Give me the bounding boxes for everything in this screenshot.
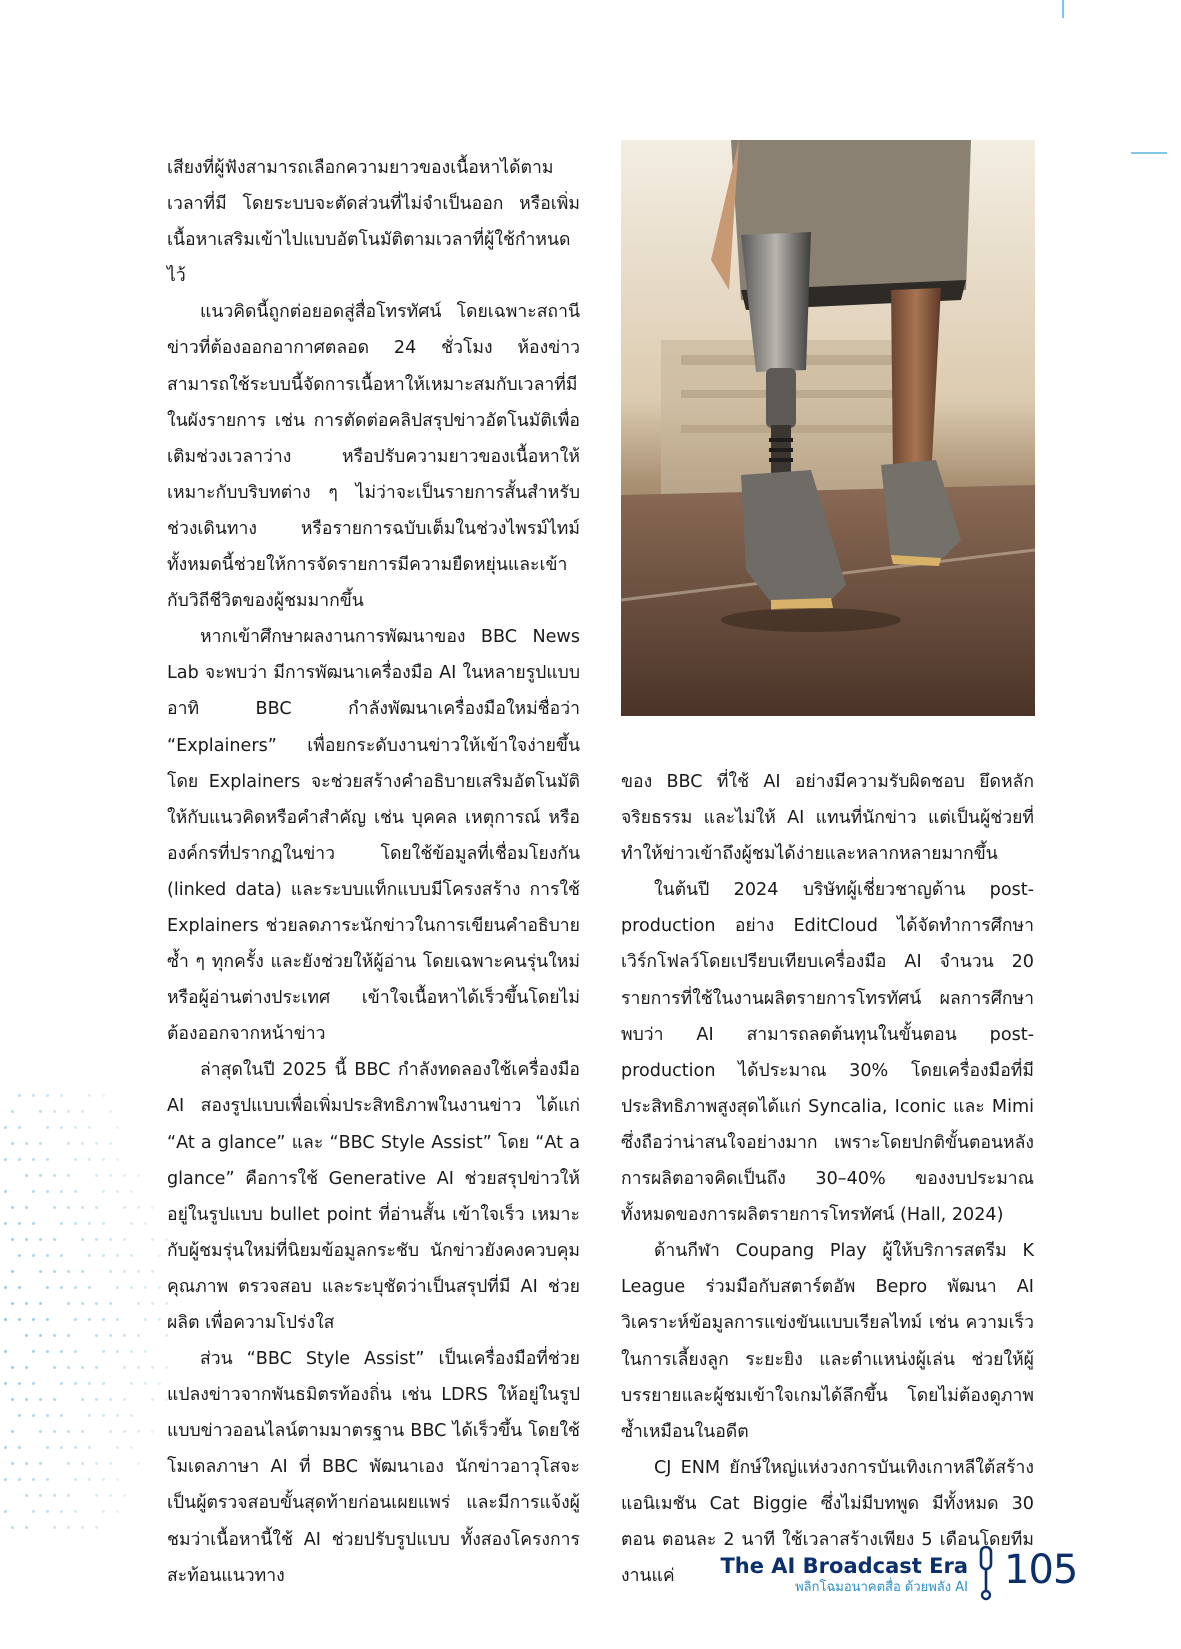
decor-dot	[95, 1142, 98, 1145]
decor-dot	[116, 1254, 119, 1257]
decor-dot	[130, 1254, 133, 1257]
decor-dot	[102, 1478, 105, 1481]
decor-dot	[11, 1270, 14, 1273]
decor-dot	[88, 1158, 91, 1161]
decor-dot	[39, 1430, 42, 1433]
decor-dot	[137, 1206, 140, 1209]
decor-dot	[88, 1286, 91, 1289]
decor-dot	[46, 1190, 49, 1193]
decor-dot	[137, 1270, 140, 1273]
decor-dot	[25, 1206, 28, 1209]
decor-dot	[25, 1334, 28, 1337]
decor-dot	[4, 1222, 7, 1225]
decor-dot	[60, 1510, 63, 1513]
decor-dot	[53, 1366, 56, 1369]
decor-dot	[53, 1174, 56, 1177]
decor-dot	[123, 1430, 126, 1433]
page-number: 105	[1004, 1547, 1078, 1593]
footer-book-title: The AI Broadcast Era	[720, 1554, 968, 1578]
decor-dot	[11, 1462, 14, 1465]
decor-dot	[25, 1238, 28, 1241]
decor-dot	[4, 1190, 7, 1193]
decor-dot	[116, 1350, 119, 1353]
decor-dot	[137, 1430, 140, 1433]
decor-dot	[81, 1238, 84, 1241]
decor-dot	[46, 1414, 49, 1417]
decor-dot	[18, 1254, 21, 1257]
decor-dot	[32, 1158, 35, 1161]
decor-dot	[88, 1126, 91, 1129]
decor-dot	[123, 1398, 126, 1401]
decor-dot	[102, 1254, 105, 1257]
decor-dot	[137, 1462, 140, 1465]
decor-dot	[74, 1446, 77, 1449]
decor-dot	[130, 1446, 133, 1449]
decor-dot	[32, 1414, 35, 1417]
decor-dot	[39, 1238, 42, 1241]
decor-dot	[18, 1126, 21, 1129]
decor-dot	[88, 1222, 91, 1225]
decor-dot	[4, 1510, 7, 1513]
decor-dot	[11, 1430, 14, 1433]
decor-dot	[18, 1446, 21, 1449]
decor-dot	[130, 1190, 133, 1193]
decor-dot	[116, 1158, 119, 1161]
decor-dot	[123, 1270, 126, 1273]
decor-dot	[116, 1190, 119, 1193]
decor-dot	[67, 1302, 70, 1305]
decor-dot	[25, 1526, 28, 1529]
decor-dot	[151, 1430, 154, 1433]
decor-dot	[158, 1382, 161, 1385]
left-text-column	[167, 150, 580, 1594]
decor-dot	[18, 1414, 21, 1417]
decor-dot	[32, 1350, 35, 1353]
decor-dot	[95, 1302, 98, 1305]
decor-dot	[151, 1206, 154, 1209]
decor-dot	[11, 1142, 14, 1145]
decor-dot	[137, 1334, 140, 1337]
decor-line-right	[1131, 152, 1167, 154]
decor-dot	[74, 1158, 77, 1161]
decor-dot	[67, 1174, 70, 1177]
decor-dot	[67, 1494, 70, 1497]
decor-dot	[81, 1270, 84, 1273]
decor-dot	[18, 1318, 21, 1321]
decor-dot	[88, 1446, 91, 1449]
decor-dot	[88, 1318, 91, 1321]
decor-dot	[144, 1350, 147, 1353]
decor-dot	[95, 1206, 98, 1209]
decor-dot	[130, 1382, 133, 1385]
paragraph: หากเข้าศึกษาผลงานการพัฒนาของ BBC News Lab จะพบว่า มีการพัฒนาเครื่องมือ AI ในหลายรูปแบบ อาทิ BBC กำลังพัฒนาเครื่องมือใหม่ชื่อว่า “Explainers” เพื่อยกระดับงานข่าวให้เข้าใจง่ายขึ้น โดย Explainers จะช่วยสร้างคำอธิบายเสริมอัตโนมัติให้กับแนวคิดหรือคำสำคัญ เช่น บุคคล เหตุการณ์ หรือองค์กรที่ปรากฏในข่าว โดยใช้ข้อมูลที่เชื่อมโยงกัน (linked data) และระบบแท็กแบบมีโครงสร้าง การใช้ Explainers ช่วยลดภาระนักข่าวในการเขียนคำอธิบายซ้ำ ๆ ทุกครั้ง และยังช่วยให้ผู้อ่าน โดยเฉพาะคนรุ่นใหม่หรือผู้อ่านต่างประเทศ เข้าใจเนื้อหาได้เร็วขึ้นโดยไม่ต้องออกจากหน้าข่าว	[167, 627, 580, 1045]
decor-dot	[60, 1094, 63, 1097]
paragraph: ส่วน “BBC Style Assist” เป็นเครื่องมือที่ช่วยแปลงข่าวจากพันธมิตรท้องถิ่น เช่น LDRS ให้อยู่ในรูปแบบข่าวออนไลน์ตามมาตรฐาน BBC ได้เร็วขึ้น โดยใช้โมเดลภาษา AI ที่ BBC พัฒนาเอง นักข่าวอาวุโสจะเป็นผู้ตรวจสอบขั้นสุดท้ายก่อนเผยแพร่ และมีการแจ้งผู้ชมว่าเนื้อหานี้ใช้ AI ช่วยปรับรูปแบบ ทั้งสองโครงการสะท้อนแนวทาง	[167, 1349, 580, 1586]
decor-dot	[4, 1350, 7, 1353]
decor-dot	[53, 1270, 56, 1273]
decor-dot	[102, 1414, 105, 1417]
decor-dot	[109, 1462, 112, 1465]
decor-dot	[32, 1190, 35, 1193]
decor-dot	[46, 1094, 49, 1097]
decor-dot	[137, 1174, 140, 1177]
decor-dot	[151, 1366, 154, 1369]
decor-dot	[60, 1126, 63, 1129]
paragraph: แนวคิดนี้ถูกต่อยอดสู่สื่อโทรทัศน์ โดยเฉพาะสถานีข่าวที่ต้องออกอากาศตลอด 24 ชั่วโมง ห้องข่าวสามารถใช้ระบบนี้จัดการเนื้อหาให้เหมาะสมกับเวลาที่มีในผังรายการ เช่น การตัดต่อคลิปสรุปข่าวอัตโนมัติเพื่อเติมช่วงเวลาว่าง หรือปรับความยาวของเนื้อหาให้เหมาะกับบริบทต่าง ๆ ไม่ว่าจะเป็นรายการสั้นสำหรับช่วงเดินทาง หรือรายการฉบับเต็มในช่วงไพรม์ไทม์ ทั้งหมดนี้ช่วยให้การจัดรายการมีความยืดหยุ่นและเข้ากับวิถีชีวิตของผู้ชมมากขึ้น	[167, 302, 580, 612]
decor-dot	[137, 1302, 140, 1305]
decor-dot	[46, 1318, 49, 1321]
decor-dot	[81, 1302, 84, 1305]
decor-dot	[130, 1414, 133, 1417]
decor-dot	[39, 1110, 42, 1113]
decor-dot	[81, 1462, 84, 1465]
decor-dot	[4, 1286, 7, 1289]
decor-dot	[74, 1350, 77, 1353]
decor-dot	[74, 1478, 77, 1481]
decor-dot	[109, 1238, 112, 1241]
decor-dot	[4, 1318, 7, 1321]
decor-dot	[60, 1382, 63, 1385]
decor-dot	[46, 1126, 49, 1129]
decor-dot	[116, 1126, 119, 1129]
decor-dot	[130, 1350, 133, 1353]
decor-dot	[60, 1190, 63, 1193]
decor-dot	[39, 1174, 42, 1177]
decor-dot	[53, 1110, 56, 1113]
decor-dot	[39, 1142, 42, 1145]
decor-dot	[74, 1190, 77, 1193]
decor-dot	[130, 1286, 133, 1289]
decor-dot	[4, 1478, 7, 1481]
decor-dot	[4, 1446, 7, 1449]
decor-dot	[116, 1478, 119, 1481]
decor-dot	[81, 1366, 84, 1369]
decor-dot	[144, 1222, 147, 1225]
decor-dot	[46, 1510, 49, 1513]
decor-dot	[81, 1110, 84, 1113]
decor-dot	[116, 1286, 119, 1289]
decor-dot	[18, 1158, 21, 1161]
decor-dot	[95, 1526, 98, 1529]
decor-dot	[123, 1174, 126, 1177]
decor-dot	[151, 1398, 154, 1401]
decor-dot	[88, 1414, 91, 1417]
decor-dot	[67, 1142, 70, 1145]
decor-dot	[25, 1398, 28, 1401]
decor-dot	[46, 1350, 49, 1353]
decor-dot	[32, 1222, 35, 1225]
right-text-column	[621, 764, 1034, 1594]
decor-dot	[109, 1270, 112, 1273]
decor-dot	[32, 1318, 35, 1321]
decor-dot	[60, 1286, 63, 1289]
decor-dot	[25, 1366, 28, 1369]
decor-dot	[102, 1094, 105, 1097]
decor-dot	[81, 1142, 84, 1145]
decor-dot	[109, 1494, 112, 1497]
decor-dot	[11, 1366, 14, 1369]
decor-line-top	[1062, 0, 1064, 18]
decor-dot	[32, 1382, 35, 1385]
decor-dot	[11, 1526, 14, 1529]
decor-dot	[81, 1398, 84, 1401]
decor-dot	[81, 1430, 84, 1433]
decor-dot	[39, 1334, 42, 1337]
decor-dot	[60, 1222, 63, 1225]
decor-dot	[144, 1382, 147, 1385]
decor-dot	[53, 1526, 56, 1529]
decor-dot	[4, 1126, 7, 1129]
decor-dot	[46, 1286, 49, 1289]
decor-dot	[74, 1318, 77, 1321]
decor-dot	[95, 1238, 98, 1241]
decor-dot	[151, 1238, 154, 1241]
decor-dot	[53, 1334, 56, 1337]
decor-dot	[95, 1334, 98, 1337]
decor-dot	[11, 1238, 14, 1241]
decor-dot	[53, 1430, 56, 1433]
decor-dot	[39, 1494, 42, 1497]
decor-dot	[116, 1446, 119, 1449]
decor-dot	[46, 1254, 49, 1257]
decor-dot	[67, 1334, 70, 1337]
decor-dot	[109, 1398, 112, 1401]
paragraph: CJ ENM ยักษ์ใหญ่แห่งวงการบันเทิงเกาหลีใต้สร้างแอนิเมชัน Cat Biggie ซึ่งไม่มีบทพูด มีทั้งหมด 30 ตอน ตอนละ 2 นาที ใช้เวลาสร้างเพียง 5 เดือนโดยทีมงานแค่	[621, 1457, 1034, 1587]
decor-dot	[18, 1094, 21, 1097]
decor-dot	[32, 1510, 35, 1513]
decor-dot	[109, 1334, 112, 1337]
decor-dot	[60, 1414, 63, 1417]
decor-dot	[123, 1494, 126, 1497]
decor-dot	[102, 1318, 105, 1321]
decor-dot	[151, 1270, 154, 1273]
decor-dot	[74, 1510, 77, 1513]
decor-dot	[102, 1510, 105, 1513]
decor-dot	[53, 1206, 56, 1209]
decor-dot	[158, 1286, 161, 1289]
decor-dot	[25, 1462, 28, 1465]
decor-dot	[144, 1286, 147, 1289]
decor-dot	[95, 1174, 98, 1177]
decor-dot	[46, 1446, 49, 1449]
decor-dot	[67, 1270, 70, 1273]
paragraph: ล่าสุดในปี 2025 นี้ BBC กำลังทดลองใช้เครื่องมือ AI สองรูปแบบเพื่อเพิ่มประสิทธิภาพในงานข่าว ได้แก่ “At a glance” และ “BBC Style Assist” โดย “At a glance” คือการใช้ Generative AI ช่วยสรุปข่าวให้อยู่ในรูปแบบ bullet point ที่อ่านสั้น เข้าใจเร็ว เหมาะกับผู้ชมรุ่นใหม่ที่นิยมข้อมูลกระชับ นักข่าวยังคงควบคุมคุณภาพ ตรวจสอบ และระบุชัดว่าเป็นสรุปที่มี AI ช่วยผลิต เพื่อความโปร่งใส	[167, 1060, 580, 1333]
decor-dot	[144, 1318, 147, 1321]
decor-dot	[53, 1398, 56, 1401]
decor-dot	[123, 1238, 126, 1241]
decor-dot	[11, 1302, 14, 1305]
decor-dot	[25, 1174, 28, 1177]
decor-dot	[95, 1494, 98, 1497]
decor-dot	[102, 1158, 105, 1161]
decor-dot	[88, 1094, 91, 1097]
paragraph: ด้านกีฬา Coupang Play ผู้ให้บริการสตรีม K League ร่วมมือกับสตาร์ตอัพ Bepro พัฒนา AI วิเคราะห์ข้อมูลการแข่งขันแบบเรียลไทม์ เช่น ความเร็วในการเลี้ยงลูก ระยะยิง และตำแหน่งผู้เล่น ช่วยให้ผู้บรรยายและผู้ชมเข้าใจเกมได้ลึกขึ้น โดยไม่ต้องดูภาพซ้ำเหมือนในอดีต	[621, 1241, 1034, 1442]
decor-dot	[46, 1478, 49, 1481]
decor-dot	[32, 1478, 35, 1481]
decor-dot	[95, 1398, 98, 1401]
decor-dot	[109, 1142, 112, 1145]
decor-dot	[123, 1334, 126, 1337]
decor-dot	[67, 1366, 70, 1369]
decor-dot	[4, 1158, 7, 1161]
decor-dot	[39, 1462, 42, 1465]
decor-dot	[95, 1366, 98, 1369]
decor-dot	[18, 1286, 21, 1289]
decor-dot	[88, 1478, 91, 1481]
decor-dot	[39, 1302, 42, 1305]
decor-dot	[32, 1094, 35, 1097]
decor-dot	[151, 1302, 154, 1305]
decor-dot	[123, 1206, 126, 1209]
decor-dot	[67, 1526, 70, 1529]
decor-dot	[11, 1206, 14, 1209]
decor-dot	[25, 1494, 28, 1497]
decor-dot	[18, 1222, 21, 1225]
decor-dot	[74, 1286, 77, 1289]
decor-dot	[102, 1350, 105, 1353]
decor-dot	[88, 1382, 91, 1385]
decor-dot	[18, 1382, 21, 1385]
decor-dot	[25, 1142, 28, 1145]
decor-dot	[158, 1318, 161, 1321]
decor-dot	[109, 1174, 112, 1177]
decor-dot	[67, 1206, 70, 1209]
decor-dot	[32, 1254, 35, 1257]
decor-dot	[102, 1190, 105, 1193]
paragraph: เสียงที่ผู้ฟังสามารถเลือกความยาวของเนื้อหาได้ตามเวลาที่มี โดยระบบจะตัดส่วนที่ไม่จำเป็นออก หรือเพิ่มเนื้อหาเสริมเข้าไปแบบอัตโนมัติตามเวลาที่ผู้ใช้กำหนดไว้	[167, 158, 580, 287]
decor-dot	[18, 1478, 21, 1481]
decor-dot	[116, 1510, 119, 1513]
decor-dot	[53, 1238, 56, 1241]
decor-dot	[102, 1222, 105, 1225]
decor-dot	[74, 1126, 77, 1129]
prosthetic-leg-runner-photo	[621, 140, 1035, 716]
decor-dot	[67, 1110, 70, 1113]
decor-dot	[130, 1222, 133, 1225]
decor-dot	[25, 1302, 28, 1305]
photo-illustration	[621, 140, 1035, 716]
decor-dot	[116, 1414, 119, 1417]
decor-dot-pattern	[0, 1090, 190, 1649]
decor-dot	[95, 1462, 98, 1465]
decor-dot	[74, 1222, 77, 1225]
decor-dot	[88, 1254, 91, 1257]
decor-dot	[81, 1206, 84, 1209]
decor-dot	[67, 1430, 70, 1433]
decor-dot	[67, 1462, 70, 1465]
paragraph: ของ BBC ที่ใช้ AI อย่างมีความรับผิดชอบ ยึดหลักจริยธรรม และไม่ให้ AI แทนที่นักข่าว แต่เป็นผู้ช่วยที่ทำให้ข่าวเข้าถึงผู้ชมได้ง่ายและหลากหลายมากขึ้น	[621, 772, 1034, 865]
decor-dot	[11, 1398, 14, 1401]
decor-dot	[46, 1158, 49, 1161]
decor-dot	[74, 1382, 77, 1385]
decor-dot	[137, 1366, 140, 1369]
microphone-icon	[974, 1545, 998, 1601]
decor-dot	[109, 1302, 112, 1305]
decor-dot	[60, 1254, 63, 1257]
decor-dot	[11, 1110, 14, 1113]
decor-dot	[60, 1446, 63, 1449]
decor-dot	[60, 1350, 63, 1353]
decor-dot	[81, 1526, 84, 1529]
decor-dot	[53, 1494, 56, 1497]
decor-dot	[109, 1430, 112, 1433]
decor-dot	[109, 1110, 112, 1113]
footer-book-subtitle: พลิกโฉมอนาคตสื่อ ด้วยพลัง AI	[795, 1580, 968, 1595]
decor-dot	[123, 1366, 126, 1369]
paragraph: ในต้นปี 2024 บริษัทผู้เชี่ยวชาญด้าน post-production อย่าง EditCloud ได้จัดทำการศึกษาเวิร์กโฟลว์โดยเปรียบเทียบเครื่องมือ AI จำนวน 20 รายการที่ใช้ในงานผลิตรายการโทรทัศน์ ผลการศึกษา พบว่า AI สามารถลดต้นทุนในขั้นตอน post-production ได้ประมาณ 30% โดยเครื่องมือที่มีประสิทธิภาพสูงสุดได้แก่ Syncalia, Iconic และ Mimi ซึ่งถือว่าน่าสนใจอย่างมาก เพราะโดยปกติขั้นตอนหลังการผลิตอาจคิดเป็นถึง 30–40% ของงบประมาณทั้งหมดของการผลิตรายการโทรทัศน์ (Hall, 2024)	[621, 880, 1034, 1226]
decor-dot	[39, 1398, 42, 1401]
decor-dot	[4, 1382, 7, 1385]
decor-dot	[39, 1270, 42, 1273]
decor-dot	[102, 1382, 105, 1385]
decor-dot	[158, 1254, 161, 1257]
decor-dot	[116, 1318, 119, 1321]
